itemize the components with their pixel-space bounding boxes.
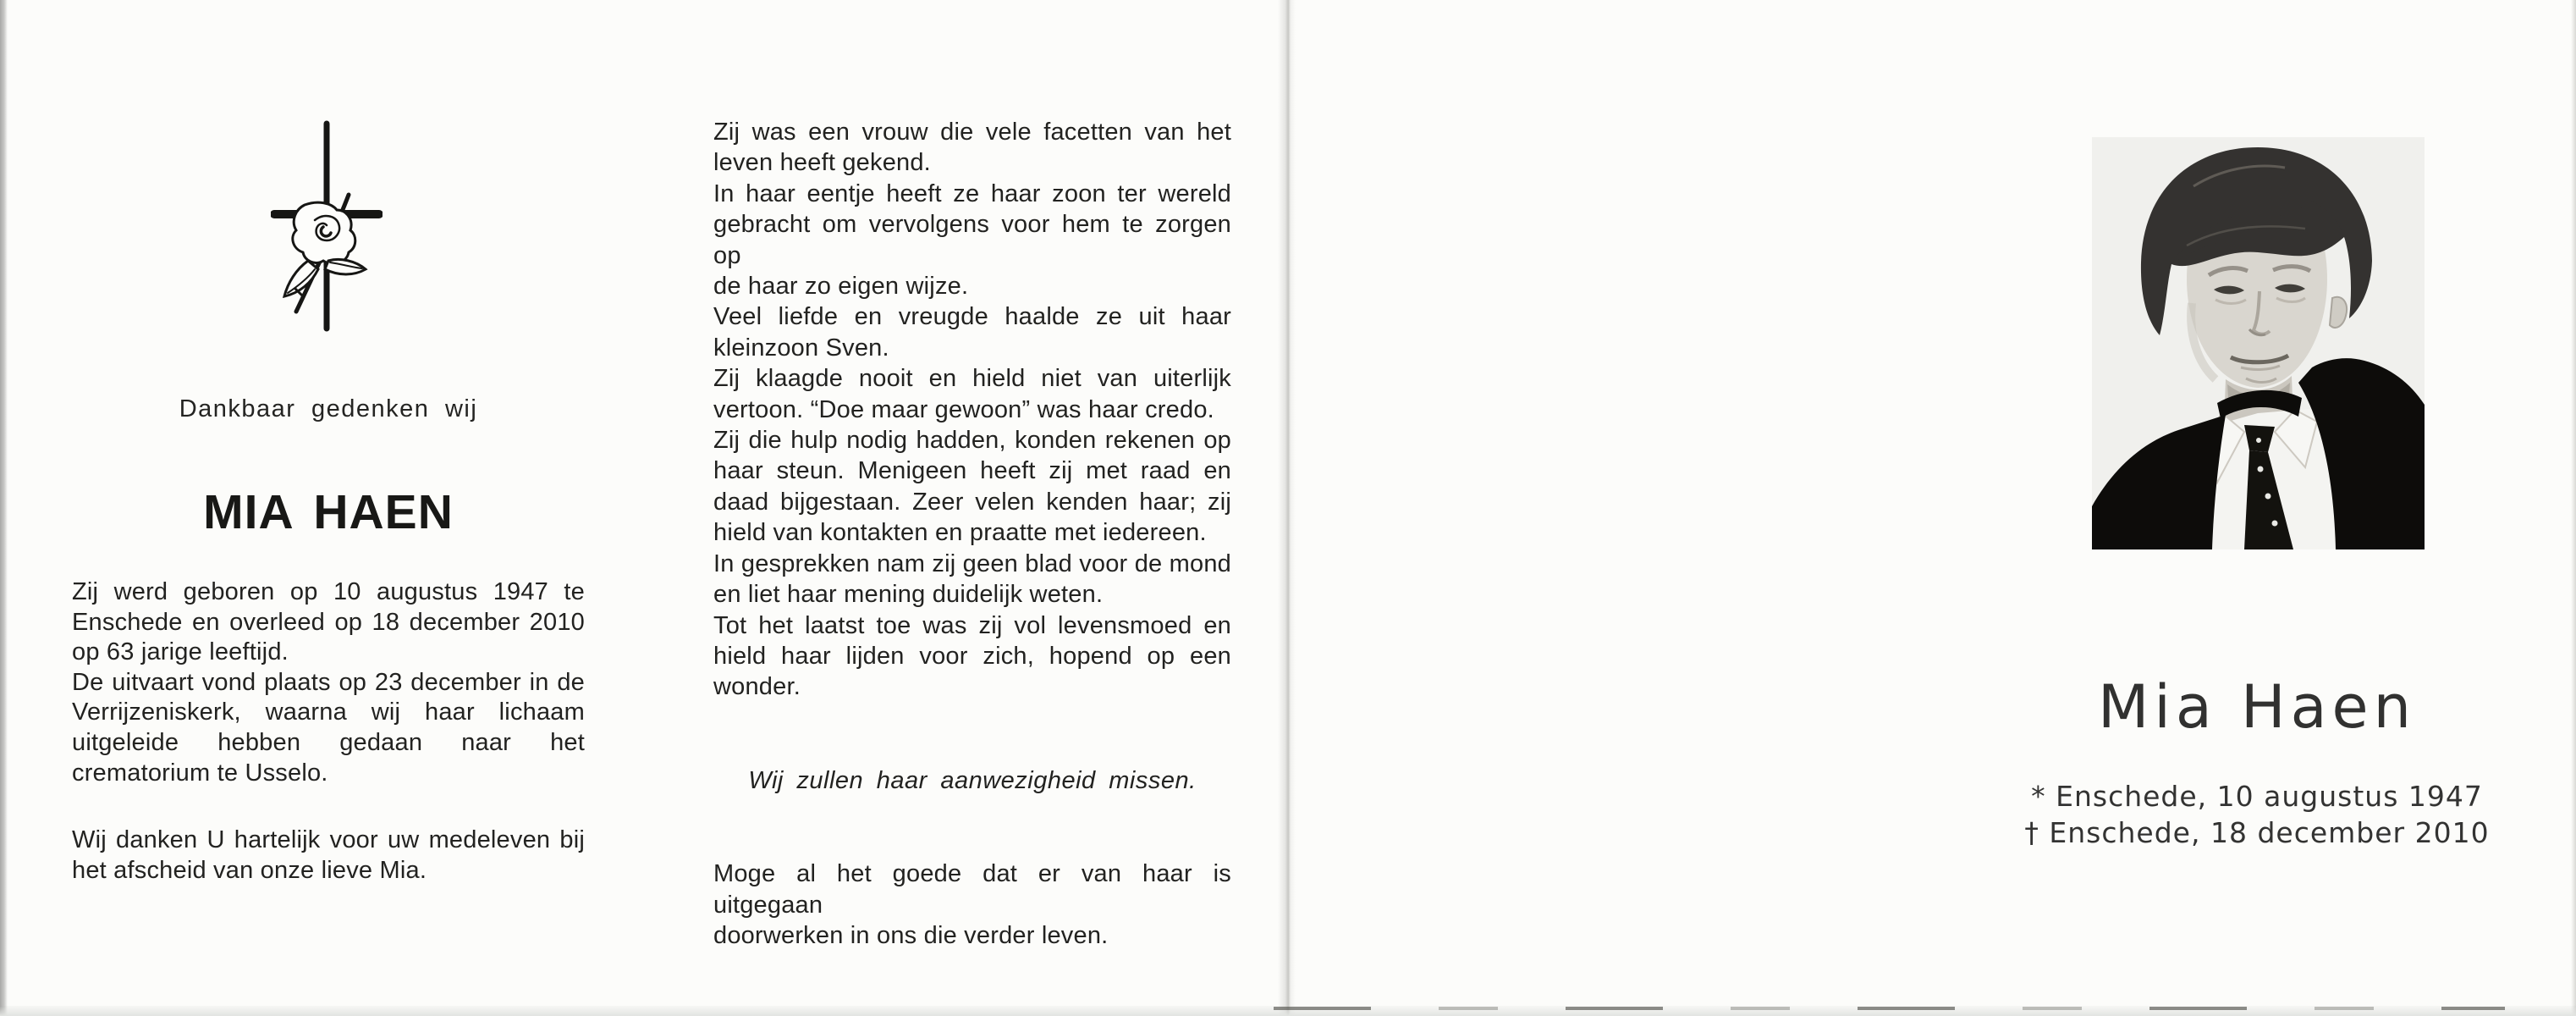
paragraph-birth (72, 577, 585, 668)
paragraph-credo (713, 363, 1231, 425)
text-line: Verrijzeniskerk, waarna wij haar lichaam (72, 698, 585, 726)
text-line: doorwerken in ons die verder leven. (713, 921, 1109, 949)
text-line: hield van kontakten en praatte met iedereen. (713, 519, 1207, 547)
text-line: Wij danken U hartelijk voor uw medeleven bij (72, 826, 585, 854)
farewell-line: Wij zullen haar aanwezigheid missen. (748, 766, 1197, 794)
text-line: De uitvaart vond plaats op 23 december in de (72, 668, 585, 696)
text-line: Enschede en overleed op 18 december 2010 (72, 608, 585, 636)
text-line: Zij klaagde nooit en hield niet van uiterlijk (713, 365, 1231, 393)
death-date-line: † Enschede, 18 december 2010 (2024, 816, 2490, 849)
text-line: daad bijgestaan. Zeer velen kenden haar; zij (713, 488, 1231, 516)
text-line: en liet haar mening duidelijk weten. (713, 581, 1104, 609)
paragraph-grandson (713, 301, 1231, 363)
paragraph-courage (713, 610, 1231, 703)
scan-right-edge (2571, 0, 2576, 1016)
text-line: haar steun. Menigeen heeft zij met raad en (713, 457, 1231, 485)
text-line: In haar eentje heeft ze haar zoon ter wereld (713, 179, 1231, 207)
text-line: uitgeleide hebben gedaan naar het (72, 728, 585, 756)
paragraph-opinion (713, 549, 1231, 610)
paragraph-son (713, 179, 1231, 302)
text-line: Veel liefde en vreugde haalde ze uit haar (713, 303, 1231, 331)
paragraph-legacy (713, 859, 1231, 951)
birth-date-line: * Enschede, 10 augustus 1947 (2031, 780, 2483, 813)
scan-bottom-edge-line (1274, 1007, 2505, 1010)
scan-left-edge (0, 0, 8, 1016)
text-line: Moge al het goede dat er van haar is uitgegaan (713, 860, 1231, 919)
paragraph-thanks (72, 826, 585, 886)
text-line: crematorium te Usselo. (72, 759, 328, 787)
text-line: de haar zo eigen wijze. (713, 273, 969, 301)
front-name: Mia Haen (2098, 672, 2416, 742)
text-line: hield haar lijden voor zich, hopend op een (713, 642, 1231, 670)
card-fold-seam (1278, 0, 1300, 1016)
text-line: wonder. (713, 673, 801, 701)
text-line: In gesprekken nam zij geen blad voor de mond (713, 549, 1231, 577)
left-text-column (72, 577, 585, 886)
text-line: vertoon. “Doe maar gewoon” was haar credo. (713, 395, 1214, 423)
paragraph-help (713, 425, 1231, 549)
birth-death-dates (1940, 778, 2574, 851)
dedication-line: Dankbaar gedenken wij (179, 395, 478, 422)
paragraph-funeral (72, 668, 585, 788)
text-line: Tot het laatst toe was zij vol levensmoed en (713, 611, 1231, 639)
text-line: op 63 jarige leeftijd. (72, 638, 289, 666)
text-line: Zij werd geboren op 10 augustus 1947 te (72, 578, 585, 605)
cross-with-rose-icon (271, 120, 383, 332)
deceased-name-heading: MIA HAEN (203, 485, 454, 539)
paragraph-life (713, 117, 1231, 179)
text-line: Zij die hulp nodig hadden, konden rekenen op (713, 427, 1231, 455)
text-line: Zij was een vrouw die vele facetten van het (713, 119, 1231, 146)
text-line: leven heeft gekend. (713, 149, 931, 177)
text-line: het afscheid van onze lieve Mia. (72, 856, 427, 884)
memoir-text-column (713, 117, 1231, 951)
portrait-photo (2092, 137, 2425, 549)
text-line: kleinzoon Sven. (713, 334, 889, 362)
text-line: gebracht om vervolgens voor hem te zorgen op (713, 211, 1231, 269)
